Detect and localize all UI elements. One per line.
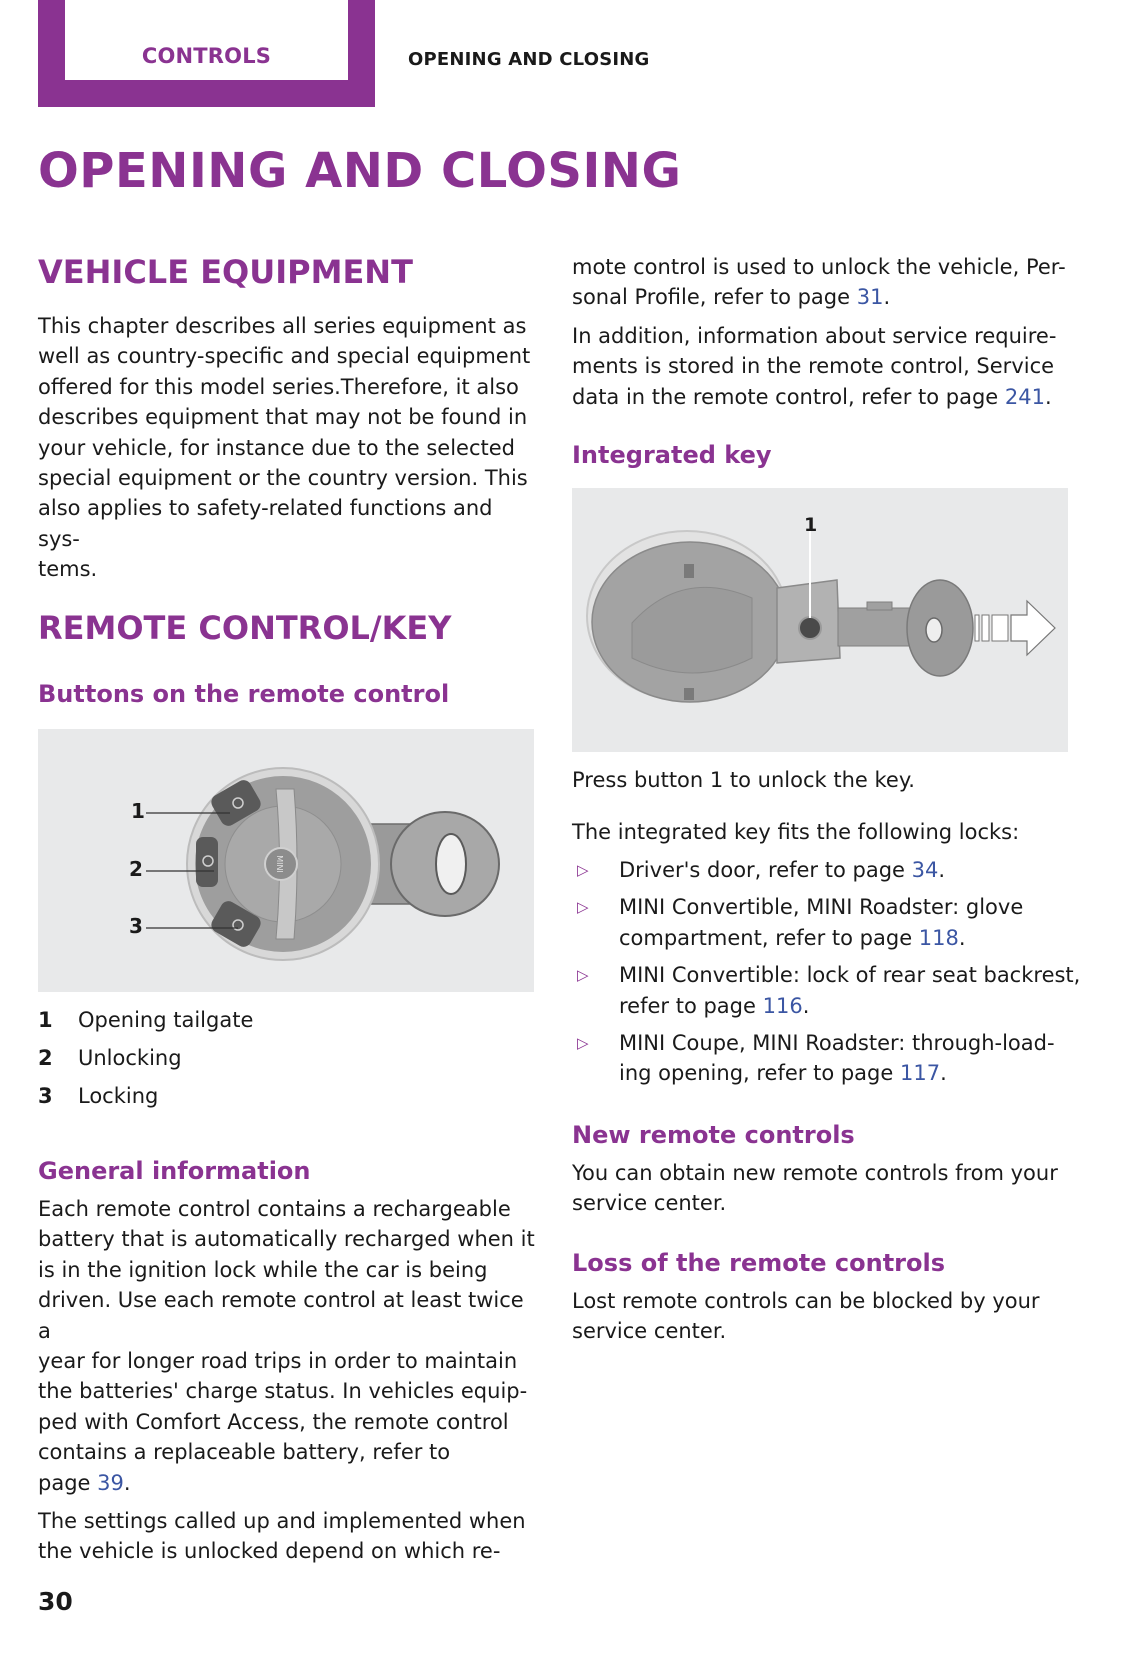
text-line: the vehicle is unlocked depend on which re- <box>38 1539 501 1564</box>
triangle-bullet-icon: ▷ <box>577 898 589 917</box>
legend-label: Opening tailgate <box>78 1008 254 1032</box>
text-line: This chapter describes all series equipment as <box>38 314 527 338</box>
heading-general-information: General information <box>38 1157 311 1185</box>
text-line: The settings called up and implemented when <box>38 1509 526 1534</box>
text-line: Lost remote controls can be blocked by your <box>572 1289 1040 1313</box>
vehicle-equipment-text <box>38 311 538 585</box>
text-line: service center. <box>572 1319 727 1344</box>
text-line: You can obtain new remote controls from your <box>572 1161 1058 1185</box>
page-link-39[interactable]: 39 <box>97 1470 124 1495</box>
page-link-241[interactable]: 241 <box>1004 384 1045 409</box>
button-legend <box>38 1001 538 1115</box>
heading-loss-remote-controls: Loss of the remote controls <box>572 1249 946 1277</box>
integrated-key-illustration <box>572 488 1068 752</box>
text-line: service center. <box>572 1191 727 1216</box>
continued-text <box>572 252 1097 412</box>
chapter-tab-inner <box>65 0 348 80</box>
triangle-bullet-icon: ▷ <box>577 966 589 985</box>
text-line: In addition, information about service require- <box>572 323 1057 348</box>
heading-buttons-remote: Buttons on the remote control <box>38 680 450 708</box>
page-title: OPENING AND CLOSING <box>38 143 682 199</box>
legend-label: Unlocking <box>78 1046 182 1070</box>
page-link-117[interactable]: 117 <box>899 1061 941 1086</box>
text-line: the batteries' charge status. In vehicles equip- <box>38 1379 528 1404</box>
legend-item <box>38 1039 538 1077</box>
heading-integrated-key: Integrated key <box>572 441 772 469</box>
triangle-bullet-icon: ▷ <box>577 1034 589 1053</box>
legend-item <box>38 1001 538 1039</box>
page-link-116[interactable]: 116 <box>762 993 803 1018</box>
list-item: ▷ Driver's door, refer to page 34. <box>572 855 1097 885</box>
legend-number: 3 <box>38 1084 53 1108</box>
text-line: special equipment or the country version. This <box>38 466 528 491</box>
page-link-31[interactable]: 31 <box>856 285 884 310</box>
text-line: Each remote control contains a rechargeable <box>38 1197 511 1221</box>
text-line: sonal Profile, refer to page 31. <box>572 285 891 310</box>
general-information-text <box>38 1194 538 1567</box>
remote-control-figure <box>38 729 534 992</box>
page-link-34[interactable]: 34 <box>911 858 939 882</box>
text-line: describes equipment that may not be found in <box>38 405 528 430</box>
callout-3: 3 <box>129 914 143 938</box>
fits-locks-text: The integrated key fits the following locks: <box>572 820 1020 844</box>
text-line: also applies to safety-related functions and sys- <box>38 496 493 551</box>
text-line: is in the ignition lock while the car is being <box>38 1257 488 1282</box>
page-link-118[interactable]: 118 <box>918 925 959 950</box>
callout-1: 1 <box>804 514 818 536</box>
triangle-bullet-icon: ▷ <box>577 861 589 879</box>
heading-vehicle-equipment: VEHICLE EQUIPMENT <box>38 253 413 291</box>
remote-control-illustration <box>38 729 534 992</box>
text-line: driven. Use each remote control at least twice a <box>38 1288 524 1343</box>
text-line: tems. <box>38 557 98 582</box>
loss-remote-controls-text <box>572 1286 1097 1347</box>
heading-new-remote-controls: New remote controls <box>572 1121 855 1149</box>
new-remote-controls-text <box>572 1158 1097 1219</box>
legend-label: Locking <box>78 1084 159 1108</box>
text-line: data in the remote control, refer to page 241. <box>572 384 1052 409</box>
text-line: year for longer road trips in order to maintain <box>38 1349 518 1374</box>
legend-number: 1 <box>38 1008 53 1032</box>
legend-item <box>38 1077 538 1115</box>
text-line: well as country-specific and special equipment <box>38 344 531 369</box>
text-line: offered for this model series.Therefore, it also <box>38 374 519 399</box>
press-button-text: Press button 1 to unlock the key. <box>572 768 915 792</box>
svg-text:MINI: MINI <box>275 855 284 873</box>
text-line: ped with Comfort Access, the remote control <box>38 1409 509 1434</box>
callout-1: 1 <box>131 799 145 823</box>
text-line: contains a replaceable battery, refer to <box>38 1440 451 1465</box>
list-item: ▷ MINI Coupe, MINI Roadster: through-load- ing opening, refer to page 117. <box>572 1028 1097 1089</box>
callout-2: 2 <box>129 857 143 881</box>
text-line: mote control is used to unlock the vehicle, Per- <box>572 255 1066 279</box>
chapter-tab-label: CONTROLS <box>141 44 272 68</box>
running-head: OPENING AND CLOSING <box>408 49 650 70</box>
legend-number: 2 <box>38 1046 53 1070</box>
list-item: ▷ MINI Convertible: lock of rear seat backrest, refer to page 116. <box>572 960 1097 1021</box>
page-number: 30 <box>38 1587 73 1616</box>
heading-remote-control-key: REMOTE CONTROL/KEY <box>38 609 452 647</box>
locks-list <box>572 855 1097 1096</box>
text-line: your vehicle, for instance due to the selected <box>38 435 516 460</box>
list-item: ▷ MINI Convertible, MINI Roadster: glove compartment, refer to page 118. <box>572 892 1097 953</box>
text-line: battery that is automatically recharged when it <box>38 1227 535 1252</box>
text-line: ments is stored in the remote control, Service <box>572 354 1055 379</box>
integrated-key-figure <box>572 488 1068 752</box>
text-line: page 39. <box>38 1470 131 1495</box>
